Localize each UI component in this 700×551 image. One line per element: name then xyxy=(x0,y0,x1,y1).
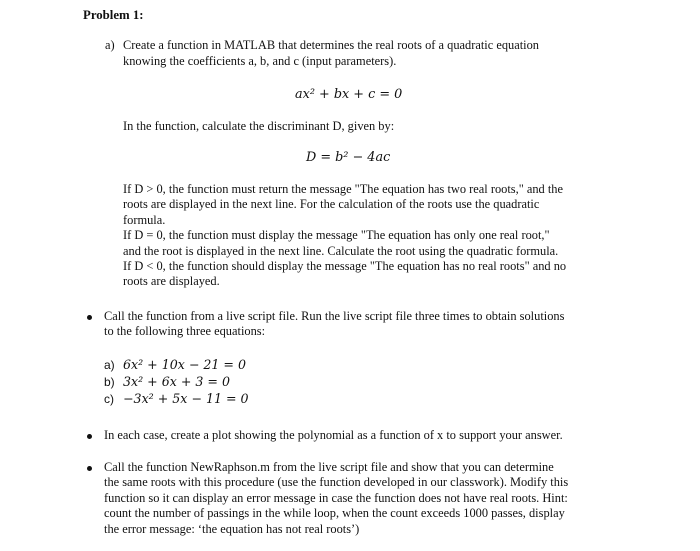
part-a-line2: knowing the coefficients a, b, and c (input parameters). xyxy=(123,54,397,68)
case-line: formula. xyxy=(123,212,166,227)
bullet-line: function so it can display an error message in case the function does not have real roots. Hint: xyxy=(104,490,568,505)
sub-equation: 6x² + 10x − 21 = 0 xyxy=(123,357,247,372)
case-line: roots are displayed. xyxy=(123,274,220,289)
bullet-icon xyxy=(87,434,92,439)
discriminant-intro: In the function, calculate the discriminant D, given by: xyxy=(123,119,395,133)
part-a-line1: Create a function in MATLAB that determines the real roots of a quadratic equation xyxy=(123,38,539,52)
bullet-line: the same roots with this procedure (use the function developed in our classwork). Modify this xyxy=(104,475,569,490)
sub-equation-label: b) xyxy=(104,375,115,389)
bullet-line: In each case, create a plot showing the polynomial as a function of x to support your answer. xyxy=(104,428,563,442)
bullet-icon xyxy=(87,315,92,320)
discriminant-equation: D = b² − 4ac xyxy=(306,150,391,165)
sub-equation-label: a) xyxy=(104,358,115,372)
bullet-line: Call the function from a live script file. Run the live script file three times to obtain solutions xyxy=(104,309,565,323)
sub-equation-label: c) xyxy=(104,392,114,406)
bullet-line: the error message: ‘the equation has not real roots’) xyxy=(104,521,360,536)
bullet-live-script xyxy=(104,309,564,340)
case-line: If D < 0, the function should display the message "The equation has no real roots" and no xyxy=(123,259,567,274)
sub-equation-item xyxy=(104,357,249,374)
sub-equation-item xyxy=(104,374,249,391)
bullet-icon xyxy=(87,466,92,471)
sub-equation-list xyxy=(104,357,249,408)
bullet-newton-raphson xyxy=(104,460,568,537)
case-line: If D > 0, the function must return the message "The equation has two real roots," and the xyxy=(123,182,563,196)
quadratic-equation: ax² + bx + c = 0 xyxy=(295,87,403,102)
sub-equation: −3x² + 5x − 11 = 0 xyxy=(123,391,249,406)
case-line: and the root is displayed in the next line. Calculate the root using the quadratic formula. xyxy=(123,243,559,258)
part-a-label: a) xyxy=(105,38,115,52)
case-line: If D = 0, the function must display the message "The equation has only one real root," xyxy=(123,228,550,243)
case-line: roots are displayed in the next line. For the calculation of the roots use the quadratic xyxy=(123,197,540,212)
bullet-plot xyxy=(104,428,563,443)
sub-equation-item xyxy=(104,391,249,408)
sub-equation: 3x² + 6x + 3 = 0 xyxy=(123,374,230,389)
bullet-line: count the number of passings in the while loop, when the count exceeds 1000 passes, display xyxy=(104,506,565,521)
bullet-line: Call the function NewRaphson.m from the live script file and show that you can determine xyxy=(104,460,554,474)
bullet-line: to the following three equations: xyxy=(104,324,266,339)
cases-block xyxy=(123,182,566,290)
problem-title: Problem 1: xyxy=(83,8,144,22)
